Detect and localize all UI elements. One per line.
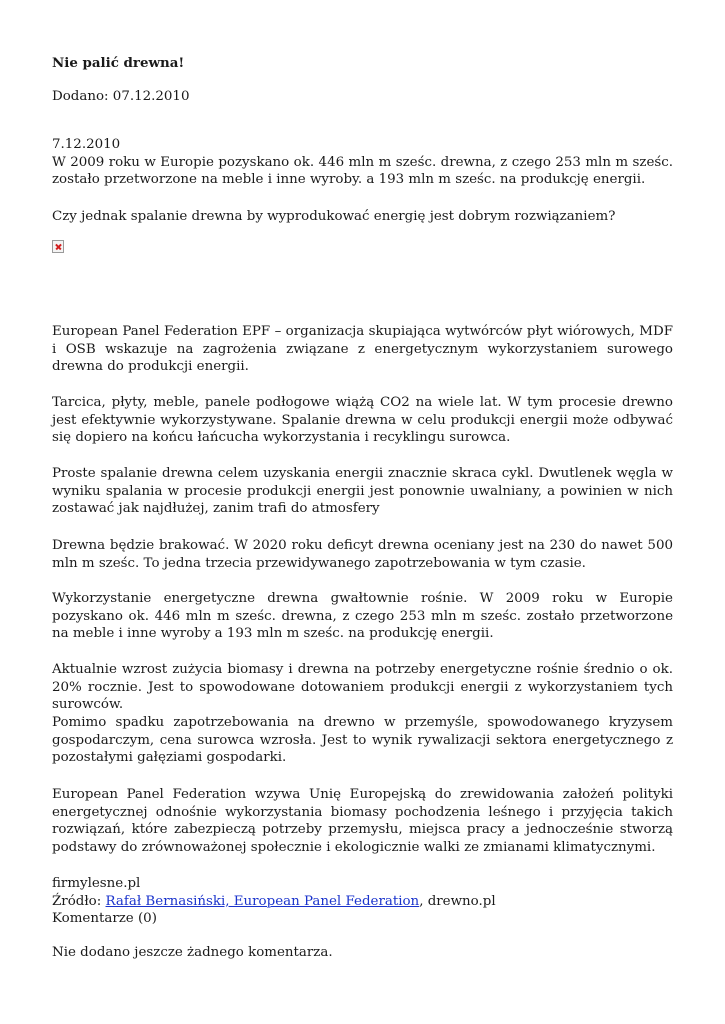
added-date: Dodano: 07.12.2010	[52, 89, 190, 104]
paragraph-7: Pomimo spadku zapotrzebowania na drewno w przemyśle, spowodowanego kryzysem gospodarczym, cena surowca wzrosła. Jest to wynik rywalizacji sektora energetycznego z pozostałymi gałęziami gospodarki.	[52, 715, 673, 765]
intro-paragraph: W 2009 roku w Europie pozyskano ok. 446 mln m sześc. drewna, z czego 253 mln m sześc. zostało przetworzone na meble i inne wyroby. a 193 mln m sześc. na produkcję energii.	[52, 154, 673, 187]
paragraph-6: Aktualnie wzrost zużycia biomasy i drewna na potrzeby energetyczne rośnie średnio o ok. 20% rocznie. Jest to spowodowane dotowaniem produkcji energii z wykorzystaniem tych surowców.	[52, 662, 673, 712]
paragraph-1: European Panel Federation EPF – organizacja skupiająca wytwórców płyt wiórowych, MDF i OSB wskazuje na zagrożenia związane z energetycznym wykorzystaniem surowego drewna do produkcji energii.	[52, 324, 673, 374]
intro-block	[52, 136, 673, 189]
paragraph-4: Drewna będzie brakować. W 2020 roku deficyt drewna oceniany jest na 230 do nawet 500 mln m sześc. To jedna trzecia przewidywanego zapotrzebowania w tym czasie.	[52, 538, 673, 571]
question-paragraph: Czy jednak spalanie drewna by wyprodukować energię jest dobrym rozwiązaniem?	[52, 209, 616, 224]
paragraph-5: Wykorzystanie energetyczne drewna gwałtownie rośnie. W 2009 roku w Europie pozyskano ok. 446 mln m sześc. drewna, z czego 253 mln m sześc. zostało przetworzone na meble i inne wyroby a 193 mln m sześc. na produkcję energii.	[52, 591, 673, 641]
comments-count: Komentarze (0)	[52, 911, 157, 926]
source-label: Źródło:	[52, 893, 106, 909]
paragraph-2: Tarcica, płyty, meble, panele podłogowe wiążą CO2 na wiele lat. W tym procesie drewno jest efektywnie wykorzystywane. Spalanie drewna w celu produkcji energii może odbywać się dopiero na końcu łańcucha wykorzystania i recyklingu surowca.	[52, 395, 673, 445]
page-title: Nie palić drewna!	[52, 55, 185, 71]
footer-meta	[52, 875, 673, 928]
article-date: 7.12.2010	[52, 137, 121, 152]
paragraph-3: Proste spalanie drewna celem uzyskania energii znacznie skraca cykl. Dwutlenek węgla w wyniku spalania w procesie produkcji energii jest ponownie uwalniany, a powinien w nich zostawać jak najdłużej, zanim trafi do atmosfery	[52, 466, 673, 516]
site-name: firmylesne.pl	[52, 876, 141, 891]
paragraph-8: European Panel Federation wzywa Unię Europejską do zrewidowania założeń polityki energetycznej odnośnie wykorzystania biomasy pochodzenia leśnego i przyjęcia takich rozwiązań, które zabezpieczą potrzeby przemysłu, miejsca pracy a jednocześnie stworzą podstawy do zrównoważonej społecznie i ekologicznie walki ze zmianami klimatycznymi.	[52, 787, 673, 855]
broken-image-icon	[52, 240, 64, 253]
no-comments-text: Nie dodano jeszcze żadnego komentarza.	[52, 945, 333, 960]
source-rest: , drewno.pl	[419, 893, 496, 909]
source-link[interactable]: Rafał Bernasiński, European Panel Federation	[105, 893, 420, 909]
source-line	[52, 893, 673, 911]
